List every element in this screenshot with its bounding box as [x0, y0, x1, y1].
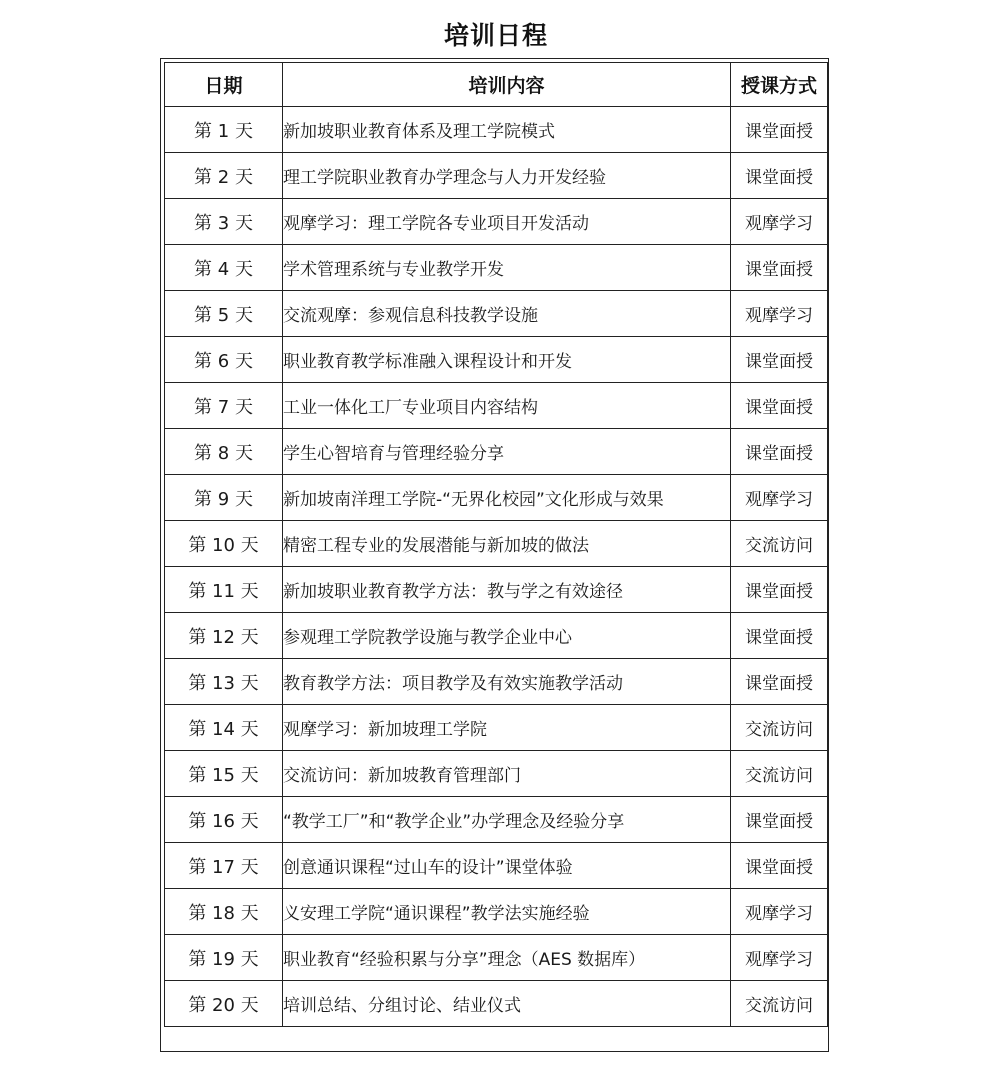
content-cell: 学术管理系统与专业教学开发: [283, 245, 731, 291]
table-header-row: [165, 63, 828, 107]
page-title: 培训日程: [443, 21, 548, 50]
content-cell: 职业教育“经验积累与分享”理念（AES 数据库）: [283, 935, 731, 981]
day-cell: 第 12 天: [165, 613, 283, 659]
mode-cell: 观摩学习: [731, 291, 828, 337]
table-row: [165, 429, 828, 475]
day-cell: 第 14 天: [165, 705, 283, 751]
content-cell: 新加坡南洋理工学院-“无界化校园”文化形成与效果: [283, 475, 731, 521]
table-row: [165, 935, 828, 981]
table-row: [165, 521, 828, 567]
content-cell: 创意通识课程“过山车的设计”课堂体验: [283, 843, 731, 889]
table-row: [165, 199, 828, 245]
mode-cell: 交流访问: [731, 751, 828, 797]
content-cell: 理工学院职业教育办学理念与人力开发经验: [283, 153, 731, 199]
day-cell: 第 8 天: [165, 429, 283, 475]
content-cell: 精密工程专业的发展潜能与新加坡的做法: [283, 521, 731, 567]
day-cell: 第 2 天: [165, 153, 283, 199]
content-cell: 交流访问：新加坡教育管理部门: [283, 751, 731, 797]
content-cell: 参观理工学院教学设施与教学企业中心: [283, 613, 731, 659]
mode-cell: 交流访问: [731, 981, 828, 1027]
mode-cell: 观摩学习: [731, 935, 828, 981]
mode-cell: 交流访问: [731, 705, 828, 751]
day-cell: 第 13 天: [165, 659, 283, 705]
day-cell: 第 6 天: [165, 337, 283, 383]
table-row: [165, 337, 828, 383]
content-cell: 培训总结、分组讨论、结业仪式: [283, 981, 731, 1027]
content-cell: 职业教育教学标准融入课程设计和开发: [283, 337, 731, 383]
mode-cell: 课堂面授: [731, 659, 828, 705]
mode-cell: 课堂面授: [731, 245, 828, 291]
content-cell: 教育教学方法：项目教学及有效实施教学活动: [283, 659, 731, 705]
mode-cell: 课堂面授: [731, 153, 828, 199]
content-cell: 观摩学习：新加坡理工学院: [283, 705, 731, 751]
table-row: [165, 107, 828, 153]
schedule-table: [164, 62, 828, 1027]
day-cell: 第 17 天: [165, 843, 283, 889]
day-cell: 第 9 天: [165, 475, 283, 521]
mode-cell: 观摩学习: [731, 889, 828, 935]
table-row: [165, 659, 828, 705]
table-row: [165, 567, 828, 613]
table-row: [165, 843, 828, 889]
mode-cell: 观摩学习: [731, 199, 828, 245]
table-row: [165, 613, 828, 659]
day-cell: 第 5 天: [165, 291, 283, 337]
header-mode: 授课方式: [731, 63, 828, 107]
mode-cell: 课堂面授: [731, 567, 828, 613]
mode-cell: 课堂面授: [731, 797, 828, 843]
table-row: [165, 291, 828, 337]
content-cell: 工业一体化工厂专业项目内容结构: [283, 383, 731, 429]
day-cell: 第 7 天: [165, 383, 283, 429]
day-cell: 第 11 天: [165, 567, 283, 613]
mode-cell: 课堂面授: [731, 843, 828, 889]
mode-cell: 交流访问: [731, 521, 828, 567]
mode-cell: 课堂面授: [731, 337, 828, 383]
table-body: [165, 107, 828, 1027]
table-row: [165, 153, 828, 199]
content-cell: 学生心智培育与管理经验分享: [283, 429, 731, 475]
mode-cell: 观摩学习: [731, 475, 828, 521]
table-row: [165, 889, 828, 935]
header-date: 日期: [165, 63, 283, 107]
content-cell: 义安理工学院“通识课程”教学法实施经验: [283, 889, 731, 935]
table-row: [165, 981, 828, 1027]
mode-cell: 课堂面授: [731, 107, 828, 153]
content-cell: 交流观摩：参观信息科技教学设施: [283, 291, 731, 337]
day-cell: 第 16 天: [165, 797, 283, 843]
content-cell: 新加坡职业教育教学方法：教与学之有效途径: [283, 567, 731, 613]
day-cell: 第 19 天: [165, 935, 283, 981]
content-cell: 观摩学习：理工学院各专业项目开发活动: [283, 199, 731, 245]
day-cell: 第 15 天: [165, 751, 283, 797]
table-row: [165, 245, 828, 291]
table-row: [165, 751, 828, 797]
day-cell: 第 10 天: [165, 521, 283, 567]
content-cell: “教学工厂”和“教学企业”办学理念及经验分享: [283, 797, 731, 843]
day-cell: 第 18 天: [165, 889, 283, 935]
day-cell: 第 1 天: [165, 107, 283, 153]
mode-cell: 课堂面授: [731, 613, 828, 659]
content-cell: 新加坡职业教育体系及理工学院模式: [283, 107, 731, 153]
day-cell: 第 20 天: [165, 981, 283, 1027]
mode-cell: 课堂面授: [731, 383, 828, 429]
day-cell: 第 3 天: [165, 199, 283, 245]
table-row: [165, 475, 828, 521]
mode-cell: 课堂面授: [731, 429, 828, 475]
header-content: 培训内容: [283, 63, 731, 107]
table-row: [165, 383, 828, 429]
table-row: [165, 705, 828, 751]
day-cell: 第 4 天: [165, 245, 283, 291]
table-row: [165, 797, 828, 843]
